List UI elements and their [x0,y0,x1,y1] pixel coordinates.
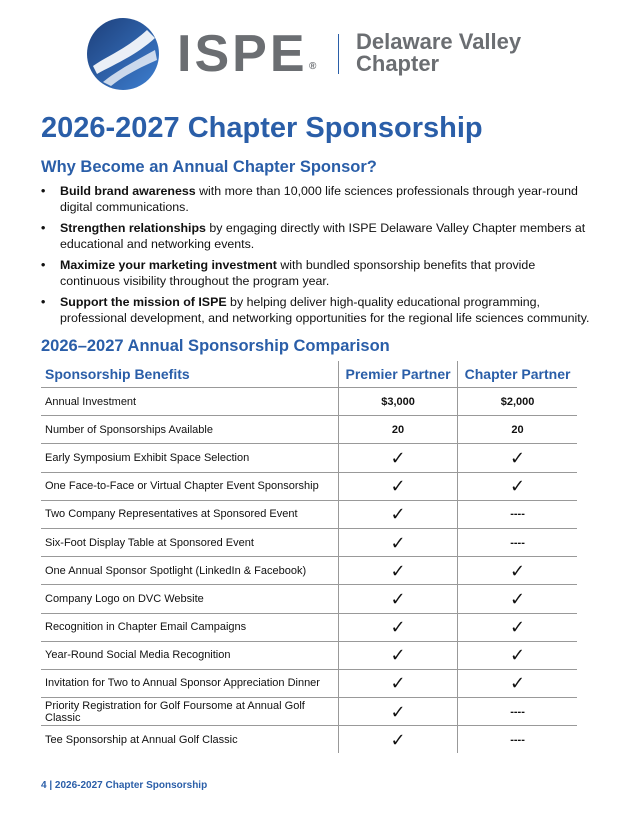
benefit-cell [41,669,339,697]
chapter-cell [458,472,577,500]
comparison-heading: 2026–2027 Annual Sponsorship Comparison [41,337,390,355]
checkmark-icon: ✓ [390,701,406,722]
premier-cell [339,528,458,556]
chapter-cell [458,698,577,726]
cell-value: ---- [510,705,525,718]
bullet-icon: • [41,295,46,309]
benefit-label: Year-Round Social Media Recognition [45,649,231,662]
benefit-label: Six-Foot Display Table at Sponsored Event [45,536,254,549]
table-row [41,585,577,613]
ispe-logo [85,14,555,94]
chapter-cell [458,726,577,754]
table-row [41,613,577,641]
benefit-cell [41,472,339,500]
table-row [41,557,577,585]
chapter-cell [458,528,577,556]
chapter-cell [458,641,577,669]
chapter-cell [458,669,577,697]
logo-wordmark: ISPE [177,25,308,83]
bullet-icon: • [41,221,46,235]
table-row [41,669,577,697]
table-row [41,500,577,528]
checkmark-icon: ✓ [390,532,406,553]
column-header-benefits: Sponsorship Benefits [41,361,339,388]
benefit-label: Two Company Representatives at Sponsored Event [45,508,298,521]
table-row [41,528,577,556]
checkmark-icon: ✓ [390,447,406,468]
registered-mark: ® [309,61,317,72]
benefit-label: Priority Registration for Golf Foursome at Annual Golf Classic [45,699,305,724]
chapter-cell [458,416,577,444]
chapter-cell [458,444,577,472]
benefit-cell [41,500,339,528]
benefit-cell [41,698,339,726]
benefit-cell [41,557,339,585]
premier-cell [339,444,458,472]
bullet-text: with bundled sponsorship benefits that provide continuous visibility throughout the program year. [60,258,536,288]
why-heading: Why Become an Annual Chapter Sponsor? [41,158,377,176]
table-body [41,388,577,754]
bullet-bold: Maximize your marketing investment [60,258,277,272]
premier-cell [339,500,458,528]
table-row [41,444,577,472]
bullet-text: by engaging directly with ISPE Delaware Valley Chapter members at educational and networking events. [60,221,586,251]
premier-cell [339,669,458,697]
chapter-name [356,31,521,75]
checkmark-icon: ✓ [390,617,406,638]
chapter-cell [458,585,577,613]
bullet-text: with more than 10,000 life sciences professionals through year-round digital communications. [60,184,578,214]
table-header-row [41,361,577,388]
checkmark-icon: ✓ [390,729,406,750]
checkmark-icon: ✓ [510,617,526,638]
table-row [41,726,577,754]
benefit-label: Recognition in Chapter Email Campaigns [45,621,247,634]
benefit-cell [41,528,339,556]
list-item [41,220,596,252]
chapter-cell [458,557,577,585]
checkmark-icon: ✓ [390,560,406,581]
table-row [41,416,577,444]
cell-value: $3,000 [381,395,415,408]
logo-divider [338,34,339,74]
checkmark-icon: ✓ [390,645,406,666]
benefit-cell [41,641,339,669]
checkmark-icon: ✓ [390,476,406,497]
chapter-name-line1: Delaware Valley [356,29,522,54]
benefit-label: Company Logo on DVC Website [45,592,204,605]
bullet-bold: Strengthen relationships [60,221,206,235]
benefit-label: Invitation for Two to Annual Sponsor Appreciation Dinner [45,677,320,690]
chapter-cell [458,388,577,416]
benefit-label: Early Symposium Exhibit Space Selection [45,451,250,464]
table-row [41,641,577,669]
benefit-label: Number of Sponsorships Available [45,423,213,436]
premier-cell [339,557,458,585]
cell-value: $2,000 [500,395,535,408]
premier-cell [339,698,458,726]
table-row [41,472,577,500]
benefit-cell [41,585,339,613]
benefit-cell [41,416,339,444]
chapter-cell [458,500,577,528]
benefit-cell [41,726,339,754]
table-row [41,388,577,416]
cell-value: ---- [510,536,525,549]
sponsorship-comparison-table [41,361,577,753]
chapter-cell [458,613,577,641]
premier-cell [339,613,458,641]
benefit-label: One Face-to-Face or Virtual Chapter Event Sponsorship [45,480,319,493]
table-row [41,698,577,726]
checkmark-icon: ✓ [510,447,526,468]
list-item [41,294,596,326]
checkmark-icon: ✓ [510,588,526,609]
page-title: 2026-2027 Chapter Sponsorship [41,112,483,144]
checkmark-icon: ✓ [510,673,526,694]
bullet-text: by helping deliver high-quality educational programming, professional development, and networking opportunities for the regional life sciences community. [60,295,590,325]
benefit-label: Annual Investment [45,395,137,408]
checkmark-icon: ✓ [510,645,526,666]
bullet-bold: Build brand awareness [60,184,196,198]
benefit-label: One Annual Sponsor Spotlight (LinkedIn & Facebook) [45,564,307,577]
list-item [41,257,596,289]
chapter-name-line2: Chapter [356,51,440,76]
checkmark-icon: ✓ [390,504,406,525]
checkmark-icon: ✓ [390,588,406,609]
list-item [41,183,596,215]
premier-cell [339,416,458,444]
page-footer: 4 | 2026-2027 Chapter Sponsorship [41,780,208,791]
ispe-logo-mark-icon [85,16,161,92]
benefit-cell [41,613,339,641]
checkmark-icon: ✓ [510,560,526,581]
benefit-cell [41,444,339,472]
checkmark-icon: ✓ [510,476,526,497]
premier-cell [339,641,458,669]
bullet-icon: • [41,184,46,198]
benefit-label: Tee Sponsorship at Annual Golf Classic [45,733,238,746]
cell-value: 20 [391,423,405,436]
premier-cell [339,585,458,613]
cell-value: 20 [511,423,524,436]
benefit-cell [41,388,339,416]
premier-cell [339,726,458,754]
bullet-icon: • [41,258,46,272]
premier-cell [339,388,458,416]
cell-value: ---- [510,733,525,746]
benefits-list [41,183,596,331]
cell-value: ---- [510,508,525,521]
premier-cell [339,472,458,500]
column-header-chapter: Chapter Partner [458,361,577,388]
column-header-premier: Premier Partner [339,361,458,388]
bullet-bold: Support the mission of ISPE [60,295,227,309]
checkmark-icon: ✓ [390,673,406,694]
